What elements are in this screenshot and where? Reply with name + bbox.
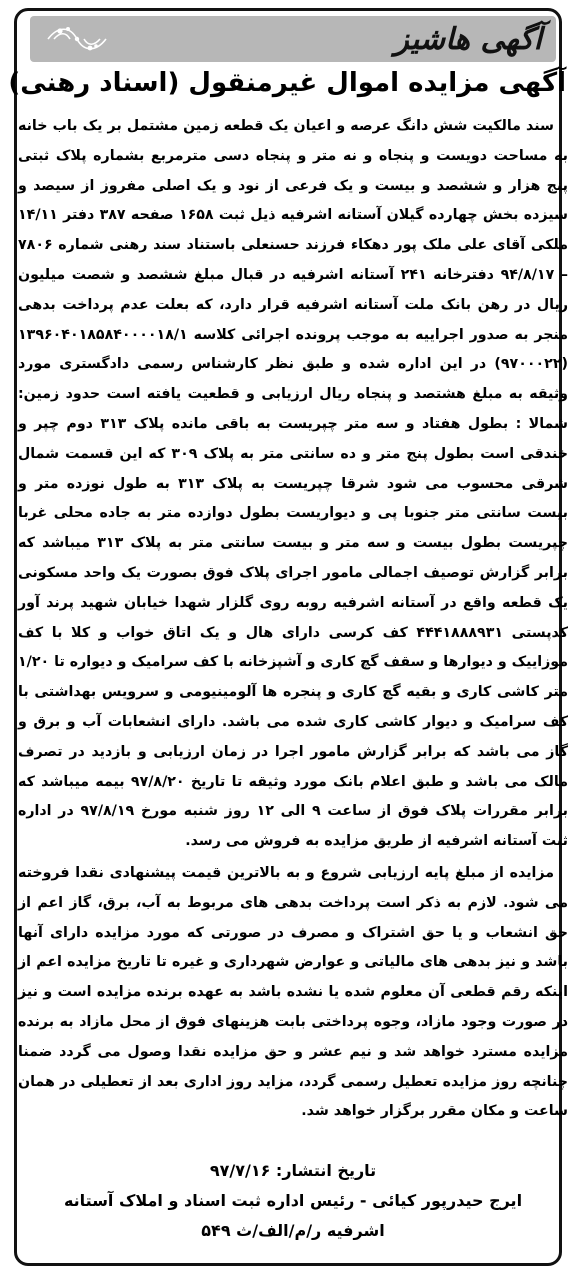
publish-date: تاریخ انتشار: ۹۷/۷/۱۶ [209,1161,377,1180]
notice-paragraph-2: مزایده از مبلغ پایه ارزیابی شروع و به بالاترین قیمت پیشنهادی نقدا فروخته می شود. لازم به ذکر است پرداخت بدهی های مربوط به آب، برق، گاز اعم از حق انشعاب و یا حق اشتراک و مصرف در صورتی که مورد مزایده دارای آنها باشد و نیز بدهی های مالیاتی و عوارض شهرداری و غیره تا تاریخ مزایده اعم از اینکه رقم قطعی آن معلوم شده یا نشده باشد به عهده برنده مزایده است و نیز در صورت وجود مازاد، وجوه پرداختی بابت هزینهای فوق از محل مازاد به برنده مزایده مسترد خواهد شد و نیم عشر و حق مزایده نقدا وصول می گردد ضمنا چنانچه روز مزایده تعطیل رسمی گردد، مزاید روز اداری بعد از تعطیلی در همان ساعت و مکان مقرر برگزار خواهد شد. [18,864,568,1120]
floral-ornament-icon [44,22,110,56]
notice-title: آگهی مزایده اموال غیرمنقول (اسناد رهنی) [8,68,566,98]
newspaper-brand: آگهی هاشیز [394,21,542,57]
notice-body [18,112,568,1127]
signature-line-1: ایرج حیدرپور کیائی - رئیس اداره ثبت اسناد و املاک آستانه [63,1191,523,1210]
newspaper-header [30,16,556,62]
notice-paragraph-1: سند مالکیت شش دانگ عرصه و اعیان یک قطعه زمین مشتمل بر یک باب خانه به مساحت دویست و پنجاه و نه متر و پنجاه دسی مترمربع بشماره پلاک ثبتی پنج هزار و ششصد و بیست و یک فرعی از نود و یک اصلی مفروز از سیصد و سیزده بخش چهارده گیلان آستانه اشرفیه ذیل ثبت ۱۶۵۸ صفحه ۳۸۷ دفتر ۱۴/۱۱ ملکی آقای علی ملک پور دهکاء فرزند حسنعلی باستناد سند رهنی شماره ۷۸۰۶ – ۹۴/۸/۱۷ دفترخانه ۲۴۱ آستانه اشرفیه در قبال مبلغ ششصد و شصت میلیون ریال در رهن بانک ملت آستانه اشرفیه قرار دارد، که بعلت عدم پرداخت بدهی منجر به صدور اجراییه به موجب پرونده اجرائی کلاسه ۱۳۹۶۰۴۰۱۸۵۸۴۰۰۰۰۱۸/۱ (۹۷۰۰۰۲۲) در این اداره شده و طبق نظر کارشناس رسمی دادگستری مورد وثیقه به مبلغ هشتصد و پنجاه ریال ارزیابی و قطعیت یافته است حدود زمین: شمالا : بطول هفتاد و سه متر چپریست به باقی مانده پلاک ۳۱۳ دوم چپر و خندقی است بطول پنج متر و ده سانتی متر به پلاک ۳۰۹ که این قسمت شمال شرقی محسوب می شود شرقا چپریست به پلاک ۳۱۳ به طول نوزده متر و بیست سانتی متر جنوبا پی و دیواریست بطول دوازده متر به جاده محلی غربا چپریست بطول بیست و سه متر و بیست سانتی متر به پلاک ۳۱۳ میباشد که برابر گزارش توصیف اجمالی مامور اجرای پلاک فوق بصورت یک واحد مسکونی یک قطعه واقع در آستانه اشرفیه روبه روی گلزار شهدا خیابان شهید پرند آور کدپستی ۴۴۴۱۸۸۸۹۳۱ کف کرسی دارای هال و یک اتاق خواب و کلا با کف موزاییک و دیوارها و سقف گچ کاری و آشپزخانه با کف سرامیک و دیواره تا ۱/۲۰ متر کاشی کاری و بقیه گچ کاری و پنجره ها آلومینیومی و سرویس بهداشتی با کف سرامیک و دیوار کاشی کاری شده می باشد. دارای انشعابات آب و برق و گاز می باشد که برابر گزارش مامور اجرا در زمان ارزیابی و بازدید در تصرف مالک می باشد و طبق اعلام بانک مورد وثیقه تا تاریخ ۹۷/۸/۲۰ بیمه میباشد که برابر مقررات پلاک فوق از ساعت ۹ الی ۱۲ روز شنبه مورخ ۹۷/۸/۱۹ در اداره ثبت آستانه اشرفیه از طریق مزایده به فروش می رسد. [18,118,569,850]
notice-footer [18,1156,568,1246]
signature-line-2: اشرفیه ر/م/الف/ث ۵۴۹ [201,1221,385,1240]
